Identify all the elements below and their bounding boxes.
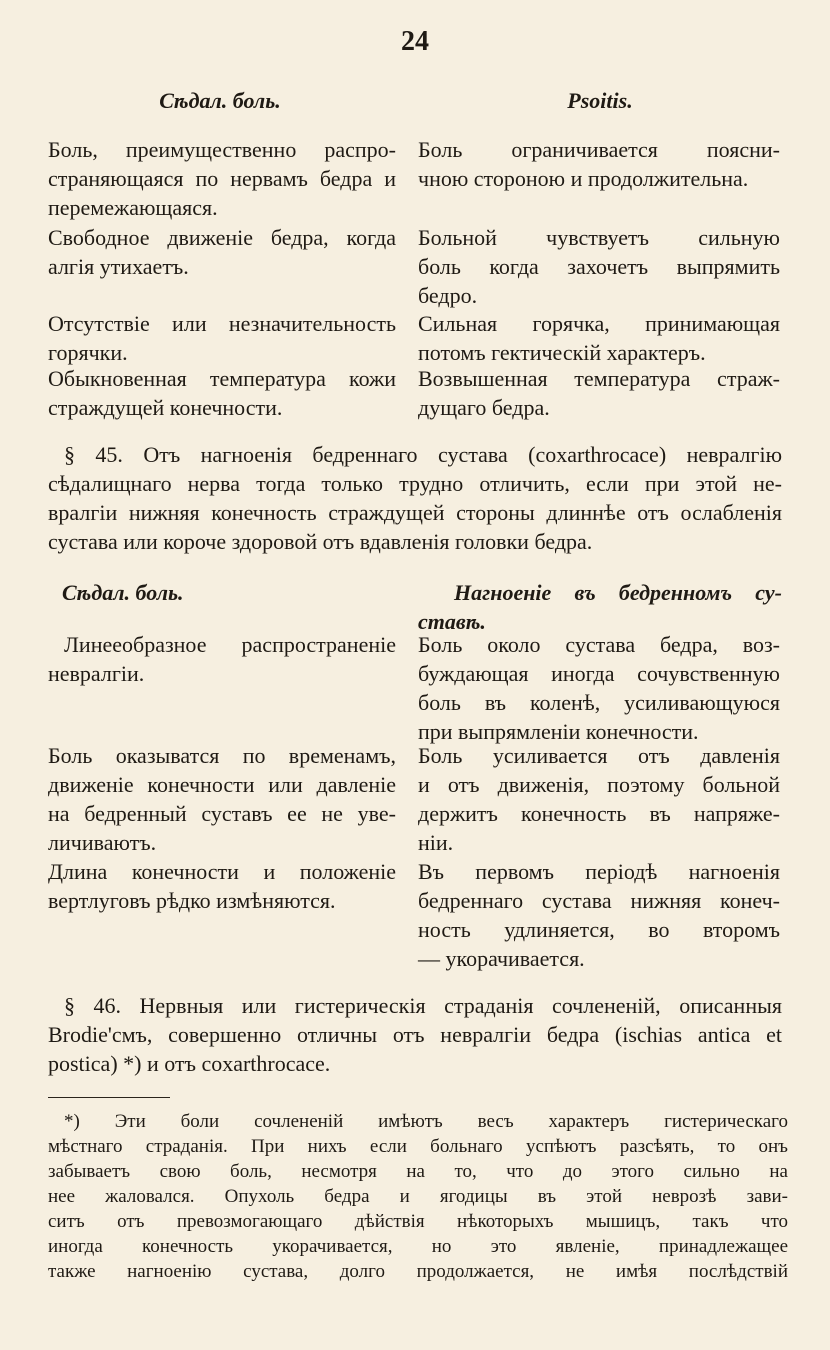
text-line: Боль ограничивается поясни- xyxy=(418,137,780,162)
table2-left-heading: Сѣдал. боль. xyxy=(62,580,184,605)
table1-row4-left xyxy=(48,364,396,422)
table2-row2-left xyxy=(48,741,396,857)
table1-row1-left xyxy=(48,135,396,222)
text-line: боль когда захочетъ выпрямить xyxy=(418,254,780,279)
text-line: Brodie'смъ, совершенно отличны отъ невралгіи бедра (ischias antica et xyxy=(48,1022,782,1047)
text-line: потомъ гектическій характеръ. xyxy=(418,340,706,365)
text-line: ставѣ. xyxy=(418,609,486,634)
text-line: иногда конечность укорачивается, но это явленіе, принадлежащее xyxy=(48,1236,788,1257)
text-line: сѣдалищнаго нерва тогда только трудно отличить, если при этой не- xyxy=(48,471,782,496)
text-line: Больной чувствуетъ сильную xyxy=(418,225,780,250)
table1-right-heading: Psoitis. xyxy=(567,88,633,113)
text-line: § 45. Отъ нагноенія бедреннаго сустава (coxarthrocace) невралгію xyxy=(64,442,782,467)
table1-row3-left xyxy=(48,309,396,367)
table2-right-heading xyxy=(418,578,782,636)
text-line: горячки. xyxy=(48,340,128,365)
text-line: бедро. xyxy=(418,283,478,308)
text-line: движеніе конечности или давленіе xyxy=(48,772,396,797)
text-line: ность удлиняется, во второмъ xyxy=(418,917,780,942)
text-line: сустава или короче здоровой отъ вдавленія головки бедра. xyxy=(48,529,593,554)
text-line: Боль усиливается отъ давленія xyxy=(418,743,780,768)
text-line: страждущей конечности. xyxy=(48,395,283,420)
text-line: перемежающаяся. xyxy=(48,195,218,220)
table1-row1-right xyxy=(418,135,780,193)
text-line: при выпрямленіи конечности. xyxy=(418,719,699,744)
text-line: Въ первомъ періодѣ нагноенія xyxy=(418,859,780,884)
text-line: ніи. xyxy=(418,830,454,855)
text-line: бедреннаго сустава нижняя конеч- xyxy=(418,888,780,913)
footnote xyxy=(48,1109,788,1284)
table1-row2-right xyxy=(418,223,780,310)
text-line: Обыкновенная температура кожи xyxy=(48,366,396,391)
table2-row2-right xyxy=(418,741,780,857)
page-number: 24 xyxy=(401,26,429,57)
text-line: § 46. Нервныя или гистерическія страданія сочлененій, описанныя xyxy=(64,993,782,1018)
text-line: вертлуговъ рѣдко измѣняются. xyxy=(48,888,336,913)
text-line: дущаго бедра. xyxy=(418,395,550,420)
text-line: держитъ конечность въ напряже- xyxy=(418,801,780,826)
table1-row4-right xyxy=(418,364,780,422)
paragraph-45 xyxy=(48,440,782,556)
text-line: личиваютъ. xyxy=(48,830,157,855)
table2-row3-left xyxy=(48,857,396,915)
text-line: нее жаловался. Опухоль бедра и ягодицы въ этой неврозѣ зави- xyxy=(48,1186,788,1207)
text-line: Боль около сустава бедра, воз- xyxy=(418,632,780,657)
table1-row3-right xyxy=(418,309,780,367)
text-line: Боль оказыватся по временамъ, xyxy=(48,743,396,768)
text-line: ситъ отъ превозмогающаго дѣйствія нѣкоторыхъ мышицъ, такъ что xyxy=(48,1211,788,1232)
text-line: также нагноенію сустава, долго продолжается, не имѣя послѣдствій xyxy=(48,1261,788,1282)
text-line: *) Эти боли сочлененій имѣютъ весъ характеръ гистерическаго xyxy=(64,1111,788,1132)
table2-row1-left xyxy=(48,630,396,688)
text-line: Линееобразное распространеніе xyxy=(64,632,396,657)
text-line: забываетъ свою боль, несмотря на то, что до этого сильно на xyxy=(48,1161,788,1182)
text-line: мѣстнаго страданія. При нихъ если больнаго успѣютъ разсѣять, то онъ xyxy=(48,1136,788,1157)
text-line: боль въ коленѣ, усиливающуюся xyxy=(418,690,780,715)
text-line: Длина конечности и положеніе xyxy=(48,859,396,884)
text-line: невралгіи. xyxy=(48,661,145,686)
text-line: Нагноеніе въ бедренномъ су- xyxy=(454,580,782,605)
text-line: Свободное движеніе бедра, когда xyxy=(48,225,396,250)
text-line: Боль, преимущественно распро- xyxy=(48,137,396,162)
table2-row3-right xyxy=(418,857,780,973)
table1-left-heading: Сѣдал. боль. xyxy=(159,88,281,113)
text-line: Сильная горячка, принимающая xyxy=(418,311,780,336)
text-line: Отсутствіе или незначительность xyxy=(48,311,396,336)
paragraph-46 xyxy=(48,991,782,1078)
text-line: и отъ движенія, поэтому больной xyxy=(418,772,780,797)
text-line: на бедренный суставъ ее не уве- xyxy=(48,801,396,826)
text-line: вралгіи нижняя конечность страждущей стороны длиннѣе отъ ослабленія xyxy=(48,500,782,525)
text-line: Возвышенная температура страж- xyxy=(418,366,780,391)
table2-row1-right xyxy=(418,630,780,746)
text-line: страняющаяся по нервамъ бедра и xyxy=(48,166,396,191)
text-line: — укорачивается. xyxy=(418,946,585,971)
table1-row2-left xyxy=(48,223,396,281)
text-line: чною стороною и продолжительна. xyxy=(418,166,749,191)
footnote-rule xyxy=(48,1097,170,1098)
text-line: postica) *) и отъ coxarthrocace. xyxy=(48,1051,331,1076)
text-line: алгія утихаетъ. xyxy=(48,254,189,279)
text-line: буждающая иногда сочувственную xyxy=(418,661,780,686)
